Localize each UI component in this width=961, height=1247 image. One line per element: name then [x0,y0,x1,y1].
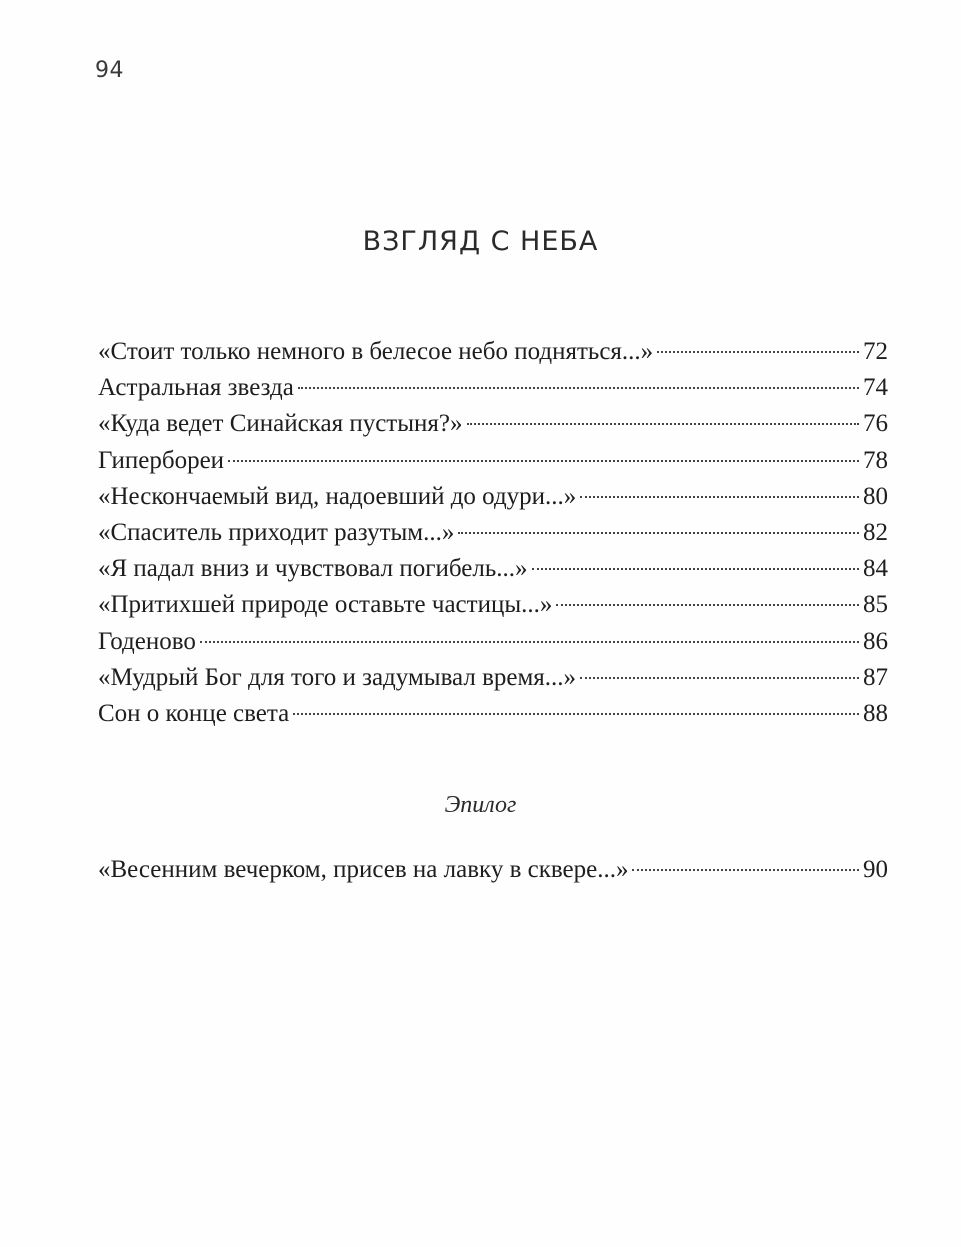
dot-leader [200,641,859,643]
toc-entry-page: 78 [863,446,888,474]
dot-leader [228,460,859,462]
toc-entry-title: «Я падал вниз и чувствовал погибель...» [98,555,528,583]
dot-leader [293,713,859,715]
toc-entry-page: 84 [863,555,888,583]
table-of-contents [98,334,888,732]
epilogue-heading: Эпилог [444,792,517,818]
toc-entry-title: Сон о конце света [98,699,290,727]
dot-leader [657,351,859,353]
toc-entry-title: Годеново [98,627,196,655]
toc-entry [98,587,888,623]
toc-entry-page: 72 [863,338,888,365]
toc-entry-page: 87 [863,663,888,691]
toc-entry-page: 86 [863,627,888,655]
toc-entry-title: «Притихшей природе оставьте частицы...» [98,591,553,619]
dot-leader [632,869,859,871]
toc-entry [98,852,888,888]
toc-entry-title: «Мудрый Бог для того и задумывал время...» [98,663,577,691]
dot-leader [467,423,860,425]
toc-entry-title: «Нескончаемый вид, надоевший до одури...» [98,482,577,510]
toc-entry-page: 82 [863,518,888,546]
dot-leader [580,677,859,679]
toc-entry-page: 76 [863,410,888,438]
page-number: 94 [95,58,124,83]
toc-entry [98,515,888,551]
dot-leader [532,568,859,570]
toc-entry [98,334,888,370]
toc-entry-title: «Куда ведет Синайская пустыня?» [98,410,463,438]
toc-entry [98,624,888,660]
toc-entry [98,696,888,732]
toc-entry [98,443,888,479]
toc-entry-page: 88 [863,699,888,727]
toc-entry-page: 90 [863,856,888,883]
toc-entry [98,406,888,442]
toc-entry-title: Гипербореи [98,446,225,474]
toc-entry [98,551,888,587]
dot-leader [556,604,859,606]
toc-entry-title: Астральная звезда [98,374,294,402]
toc-entry [98,479,888,515]
toc-entry-page: 85 [863,591,888,619]
toc-entry-title: «Стоит только немного в белесое небо подняться...» [98,338,654,365]
dot-leader [298,387,859,389]
toc-entry-page: 74 [863,374,888,402]
toc-entry-title: «Весенним вечерком, присев на лавку в сквере...» [98,856,629,883]
toc-entry [98,660,888,696]
toc-entry [98,370,888,406]
section-title: ВЗГЛЯД С НЕБА [362,226,599,257]
toc-entry-title: «Спаситель приходит разутым...» [98,518,455,546]
epilogue-contents [98,852,888,888]
dot-leader [580,496,859,498]
toc-entry-page: 80 [863,482,888,510]
dot-leader [458,532,859,534]
